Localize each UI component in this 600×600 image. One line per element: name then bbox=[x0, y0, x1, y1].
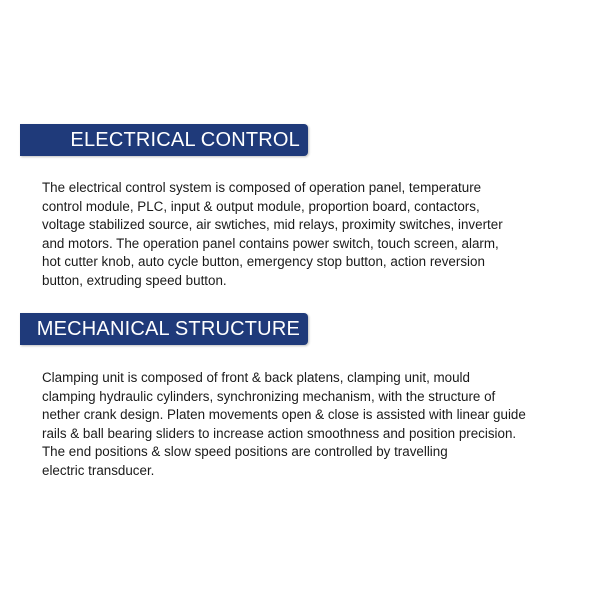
paragraph-line: control module, PLC, input & output module, proportion board, contactors, bbox=[42, 198, 480, 214]
paragraph-line: button, extruding speed button. bbox=[42, 272, 227, 288]
paragraph-line: nether crank design. Platen movements open & close is assisted with linear guide bbox=[42, 407, 526, 423]
paragraph-electrical-control bbox=[42, 179, 503, 291]
paragraph-mechanical-structure bbox=[42, 369, 526, 481]
paragraph-line: hot cutter knob, auto cycle button, emergency stop button, action reversion bbox=[42, 254, 485, 270]
section-banner-mechanical-structure bbox=[20, 313, 308, 345]
section-heading: ELECTRICAL CONTROL bbox=[70, 129, 300, 151]
section-banner-electrical-control bbox=[20, 124, 308, 156]
paragraph-line: The electrical control system is composed of operation panel, temperature bbox=[42, 180, 482, 195]
paragraph-line: voltage stabilized source, air swtiches, mid relays, proximity switches, inverter bbox=[42, 217, 503, 233]
paragraph-line: Clamping unit is composed of front & back platens, clamping unit, mould bbox=[42, 370, 470, 385]
section-heading: MECHANICAL STRUCTURE bbox=[36, 318, 300, 340]
paragraph-line: clamping hydraulic cylinders, synchronizing mechanism, with the structure of bbox=[42, 388, 496, 404]
paragraph-line: electric transducer. bbox=[42, 462, 155, 478]
paragraph-line: and motors. The operation panel contains power switch, touch screen, alarm, bbox=[42, 235, 499, 251]
paragraph-line: rails & ball bearing sliders to increase action smoothness and position precision. bbox=[42, 425, 517, 441]
paragraph-line: The end positions & slow speed positions are controlled by travelling bbox=[42, 444, 448, 460]
